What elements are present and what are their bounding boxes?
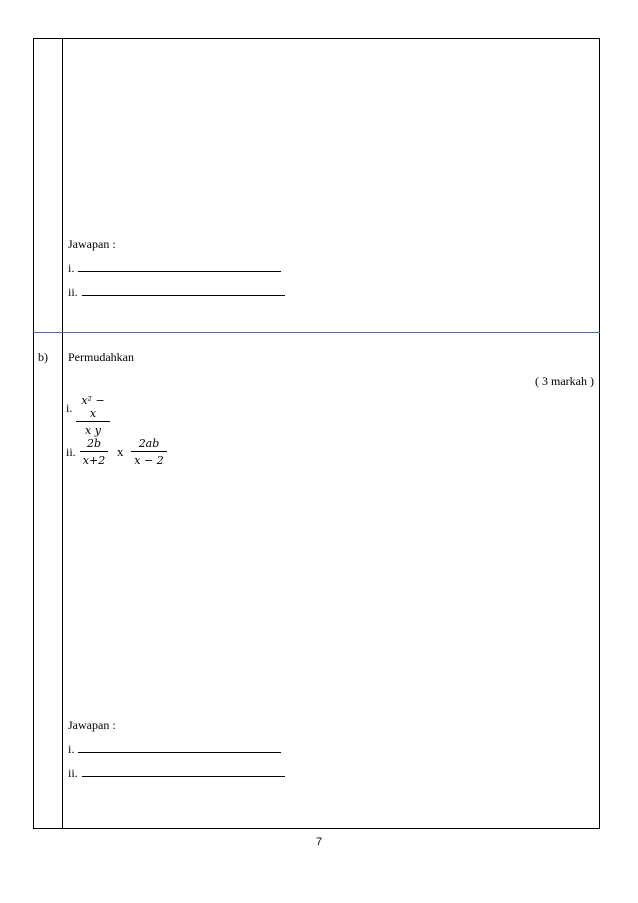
column-divider bbox=[62, 38, 63, 829]
question-label-ii: ii. bbox=[66, 445, 76, 459]
fraction-numerator: 2ab bbox=[138, 437, 160, 450]
fraction-q1 bbox=[76, 394, 110, 437]
fraction-q2-first bbox=[80, 437, 108, 467]
answer-line-label: i. bbox=[68, 261, 75, 275]
answer-blank[interactable] bbox=[82, 767, 285, 777]
fraction-denominator: x y bbox=[85, 424, 101, 437]
answer-blank[interactable] bbox=[78, 262, 281, 272]
answer-line-label: ii. bbox=[68, 766, 78, 780]
answer-line-b-2[interactable] bbox=[68, 766, 285, 780]
answer-label-a: Jawapan : bbox=[68, 237, 116, 251]
fraction-numerator: 2b bbox=[86, 437, 102, 450]
answer-label-b: Jawapan : bbox=[68, 718, 116, 732]
page-number: 7 bbox=[315, 836, 323, 848]
answer-line-label: ii. bbox=[68, 285, 78, 299]
marks-text: ( 3 markah ) bbox=[535, 374, 594, 388]
answer-line-a-1[interactable] bbox=[68, 261, 281, 275]
answer-blank[interactable] bbox=[82, 286, 285, 296]
row-divider bbox=[33, 332, 600, 333]
fraction-numerator: x² − x bbox=[81, 394, 105, 420]
fraction-bar bbox=[76, 421, 110, 422]
answer-blank[interactable] bbox=[78, 743, 281, 753]
question-table bbox=[33, 38, 600, 829]
instruction-text: Permudahkan bbox=[68, 350, 134, 364]
answer-line-a-2[interactable] bbox=[68, 285, 285, 299]
question-label-i: i. bbox=[66, 401, 73, 415]
fraction-bar bbox=[131, 451, 167, 452]
multiply-operator: x bbox=[117, 444, 124, 459]
fraction-denominator: x+2 bbox=[82, 454, 106, 467]
fraction-bar bbox=[80, 451, 108, 452]
fraction-q2-second bbox=[131, 437, 167, 467]
fraction-denominator: x − 2 bbox=[134, 454, 164, 467]
answer-line-b-1[interactable] bbox=[68, 742, 281, 756]
part-label-b: b) bbox=[38, 350, 48, 364]
answer-line-label: i. bbox=[68, 742, 75, 756]
